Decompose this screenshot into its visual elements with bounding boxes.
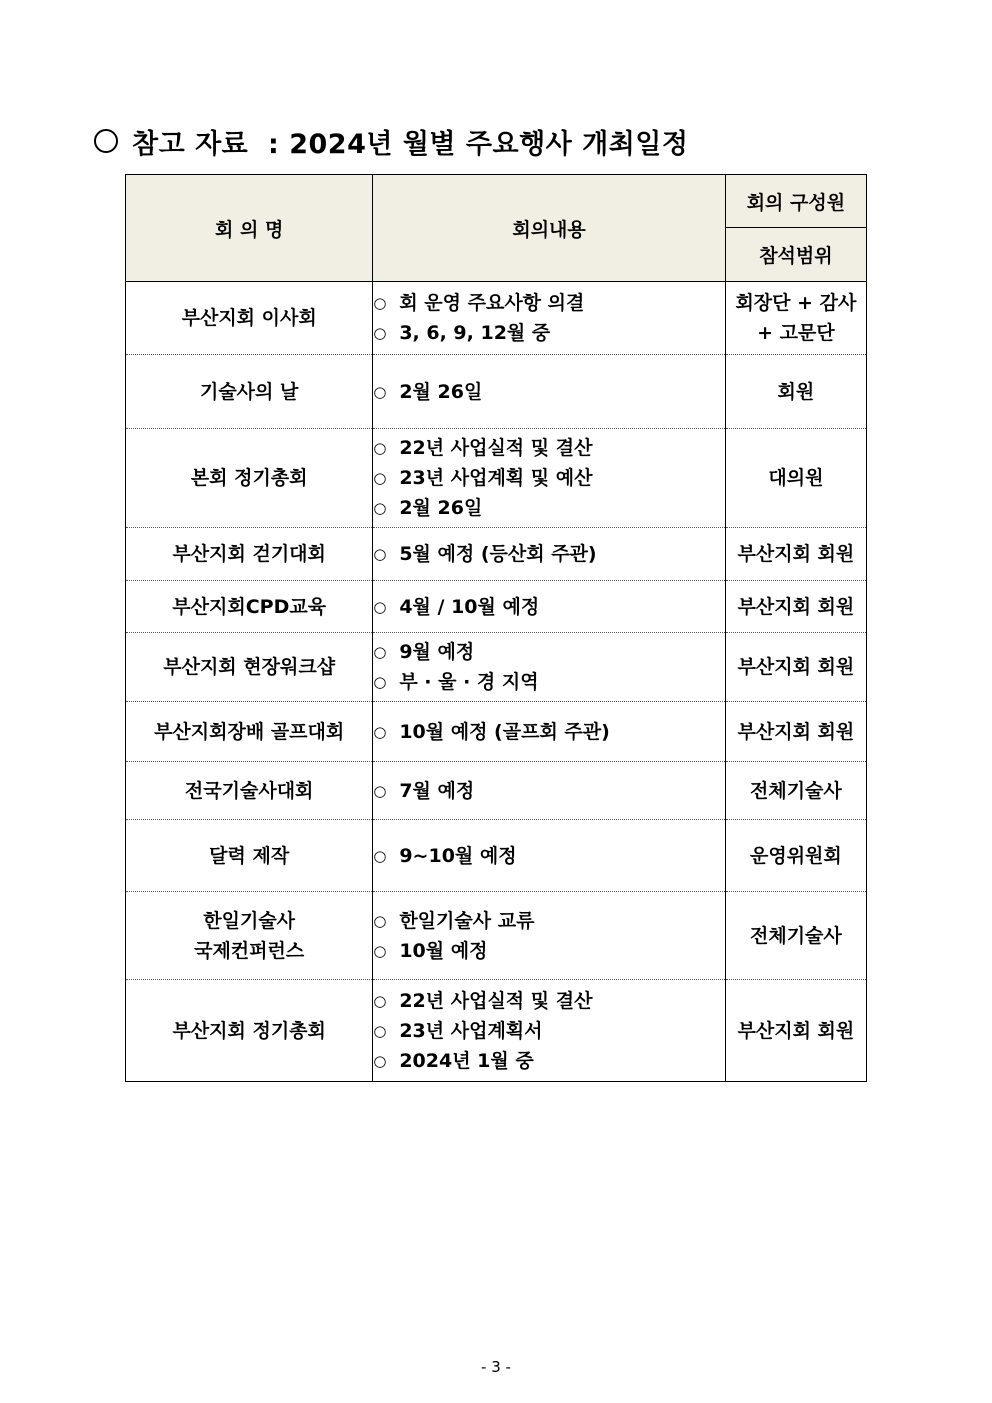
bullet-icon: ○ xyxy=(373,1021,387,1040)
meeting-content-cell xyxy=(373,355,725,429)
bullet-icon: ○ xyxy=(373,722,387,741)
content-item xyxy=(373,592,724,622)
meeting-name-cell xyxy=(126,633,373,702)
meeting-content-cell xyxy=(373,633,725,702)
meeting-name: 부산지회 정기총회 xyxy=(172,1019,326,1042)
content-text: 2월 26일 xyxy=(399,497,483,519)
content-text: 부 · 울 · 경 지역 xyxy=(399,671,539,693)
content-text: 9~10월 예정 xyxy=(399,844,517,867)
bullet-icon: ○ xyxy=(373,324,387,342)
attendance-scope: + 고문단 xyxy=(757,322,835,344)
meeting-name: 전국기술사대회 xyxy=(184,779,314,802)
meeting-name-cell xyxy=(126,355,373,429)
attendance-scope-cell xyxy=(725,702,866,762)
attendance-scope: 운영위원회 xyxy=(750,844,842,867)
bullet-icon: ○ xyxy=(373,911,387,930)
content-item xyxy=(373,717,724,747)
meeting-content-cell xyxy=(373,980,725,1082)
bullet-icon: ○ xyxy=(373,643,387,661)
content-text: 회 운영 주요사항 의결 xyxy=(399,292,585,314)
content-text: 7월 예정 xyxy=(399,779,475,802)
table-row xyxy=(126,633,867,702)
meeting-name-cell xyxy=(126,429,373,528)
content-text: 22년 사업실적 및 결산 xyxy=(399,989,593,1012)
table-header xyxy=(126,175,867,282)
meeting-content-cell xyxy=(373,702,725,762)
header-members: 회의 구성원 xyxy=(725,175,866,228)
meeting-content-cell xyxy=(373,762,725,820)
attendance-scope: 부산지회 회원 xyxy=(737,656,855,678)
table-row xyxy=(126,820,867,892)
bullet-icon: ○ xyxy=(373,499,387,517)
table-row xyxy=(126,355,867,429)
meeting-name-cell xyxy=(126,528,373,581)
content-item xyxy=(373,667,724,697)
event-schedule-table xyxy=(125,174,867,1082)
content-text: 2024년 1월 중 xyxy=(399,1049,534,1072)
table-row xyxy=(126,980,867,1082)
content-item xyxy=(373,288,724,318)
bullet-icon: ○ xyxy=(373,941,387,960)
table-row xyxy=(126,429,867,528)
attendance-scope: 회원 xyxy=(777,380,815,403)
content-item xyxy=(373,936,724,966)
bullet-icon: ○ xyxy=(373,597,387,616)
meeting-name-cell xyxy=(126,282,373,355)
table-row xyxy=(126,762,867,820)
bullet-icon: ○ xyxy=(373,382,387,401)
attendance-scope: 전체기술사 xyxy=(750,779,842,802)
attendance-scope-cell xyxy=(725,282,866,355)
meeting-name-cell xyxy=(126,702,373,762)
content-item xyxy=(373,377,724,407)
attendance-scope-cell xyxy=(725,633,866,702)
table-row xyxy=(126,892,867,980)
header-meeting-name: 회 의 명 xyxy=(126,175,373,282)
attendance-scope-cell xyxy=(725,581,866,633)
bullet-icon: ○ xyxy=(373,294,387,312)
meeting-name-cell xyxy=(126,581,373,633)
content-text: 5월 예정 (등산회 주관) xyxy=(399,543,597,565)
attendance-scope: 부산지회 회원 xyxy=(737,595,855,618)
content-item xyxy=(373,433,724,463)
content-text: 9월 예정 xyxy=(399,641,475,663)
attendance-scope-cell xyxy=(725,820,866,892)
content-text: 4월 / 10월 예정 xyxy=(399,595,540,618)
attendance-scope-cell xyxy=(725,429,866,528)
meeting-name-cell xyxy=(126,892,373,980)
bullet-icon: ○ xyxy=(373,781,387,800)
content-item xyxy=(373,841,724,871)
bullet-icon: ○ xyxy=(373,545,387,563)
meeting-content-cell xyxy=(373,820,725,892)
meeting-name: 부산지회CPD교육 xyxy=(172,595,327,618)
meeting-name: 부산지회 현장워크샵 xyxy=(163,656,336,678)
attendance-scope: 부산지회 회원 xyxy=(737,1019,855,1042)
attendance-scope: 대의원 xyxy=(768,467,824,489)
meeting-content-cell xyxy=(373,528,725,581)
bullet-icon: ○ xyxy=(373,991,387,1010)
content-item xyxy=(373,1016,724,1046)
page-title: 참고 자료 : 2024년 월별 주요행사 개최일정 xyxy=(132,128,689,160)
content-item xyxy=(373,776,724,806)
header-attendance-scope: 참석범위 xyxy=(725,228,866,282)
content-item xyxy=(373,463,724,493)
attendance-scope: 회장단 + 감사 xyxy=(735,292,857,314)
meeting-name-cell xyxy=(126,820,373,892)
attendance-scope-cell xyxy=(725,892,866,980)
content-item xyxy=(373,318,724,348)
attendance-scope-cell xyxy=(725,355,866,429)
meeting-content-cell xyxy=(373,581,725,633)
content-text: 23년 사업계획 및 예산 xyxy=(399,467,593,489)
content-item xyxy=(373,539,724,569)
attendance-scope-cell xyxy=(725,528,866,581)
attendance-scope: 전체기술사 xyxy=(750,924,842,947)
meeting-name: 달력 제작 xyxy=(209,844,290,867)
attendance-scope-cell xyxy=(725,980,866,1082)
bullet-icon: ○ xyxy=(373,673,387,691)
content-text: 한일기술사 교류 xyxy=(399,909,535,932)
content-item xyxy=(373,986,724,1016)
content-text: 22년 사업실적 및 결산 xyxy=(399,437,593,459)
attendance-scope: 부산지회 회원 xyxy=(737,720,855,743)
content-item xyxy=(373,637,724,667)
table-row xyxy=(126,528,867,581)
table-row xyxy=(126,702,867,762)
meeting-name-cell xyxy=(126,980,373,1082)
meeting-content-cell xyxy=(373,429,725,528)
content-text: 3, 6, 9, 12월 중 xyxy=(399,322,551,344)
circle-marker-icon xyxy=(94,129,118,153)
page-heading xyxy=(94,118,688,164)
content-text: 10월 예정 xyxy=(399,939,488,962)
bullet-icon: ○ xyxy=(373,469,387,487)
meeting-name: 부산지회 걷기대회 xyxy=(172,543,326,565)
content-text: 23년 사업계획서 xyxy=(399,1019,543,1042)
table-body xyxy=(126,282,867,1082)
attendance-scope: 부산지회 회원 xyxy=(737,543,855,565)
content-text: 2월 26일 xyxy=(399,380,483,403)
meeting-name: 국제컨퍼런스 xyxy=(194,939,305,962)
content-item xyxy=(373,906,724,936)
bullet-icon: ○ xyxy=(373,846,387,865)
meeting-name: 한일기술사 xyxy=(203,909,296,932)
meeting-name-cell xyxy=(126,762,373,820)
meeting-name: 기술사의 날 xyxy=(199,380,299,403)
header-meeting-content: 회의내용 xyxy=(373,175,725,282)
bullet-icon: ○ xyxy=(373,1051,387,1070)
attendance-scope-cell xyxy=(725,762,866,820)
page-number: - 3 - xyxy=(481,1358,511,1376)
table-row xyxy=(126,282,867,355)
content-text: 10월 예정 (골프회 주관) xyxy=(399,720,610,743)
meeting-name: 부산지회 이사회 xyxy=(181,307,317,329)
meeting-content-cell xyxy=(373,892,725,980)
meeting-name: 부산지회장배 골프대회 xyxy=(154,720,345,743)
table-row xyxy=(126,581,867,633)
content-item xyxy=(373,493,724,523)
content-item xyxy=(373,1046,724,1076)
bullet-icon: ○ xyxy=(373,439,387,457)
meeting-name: 본회 정기총회 xyxy=(190,467,308,489)
meeting-content-cell xyxy=(373,282,725,355)
